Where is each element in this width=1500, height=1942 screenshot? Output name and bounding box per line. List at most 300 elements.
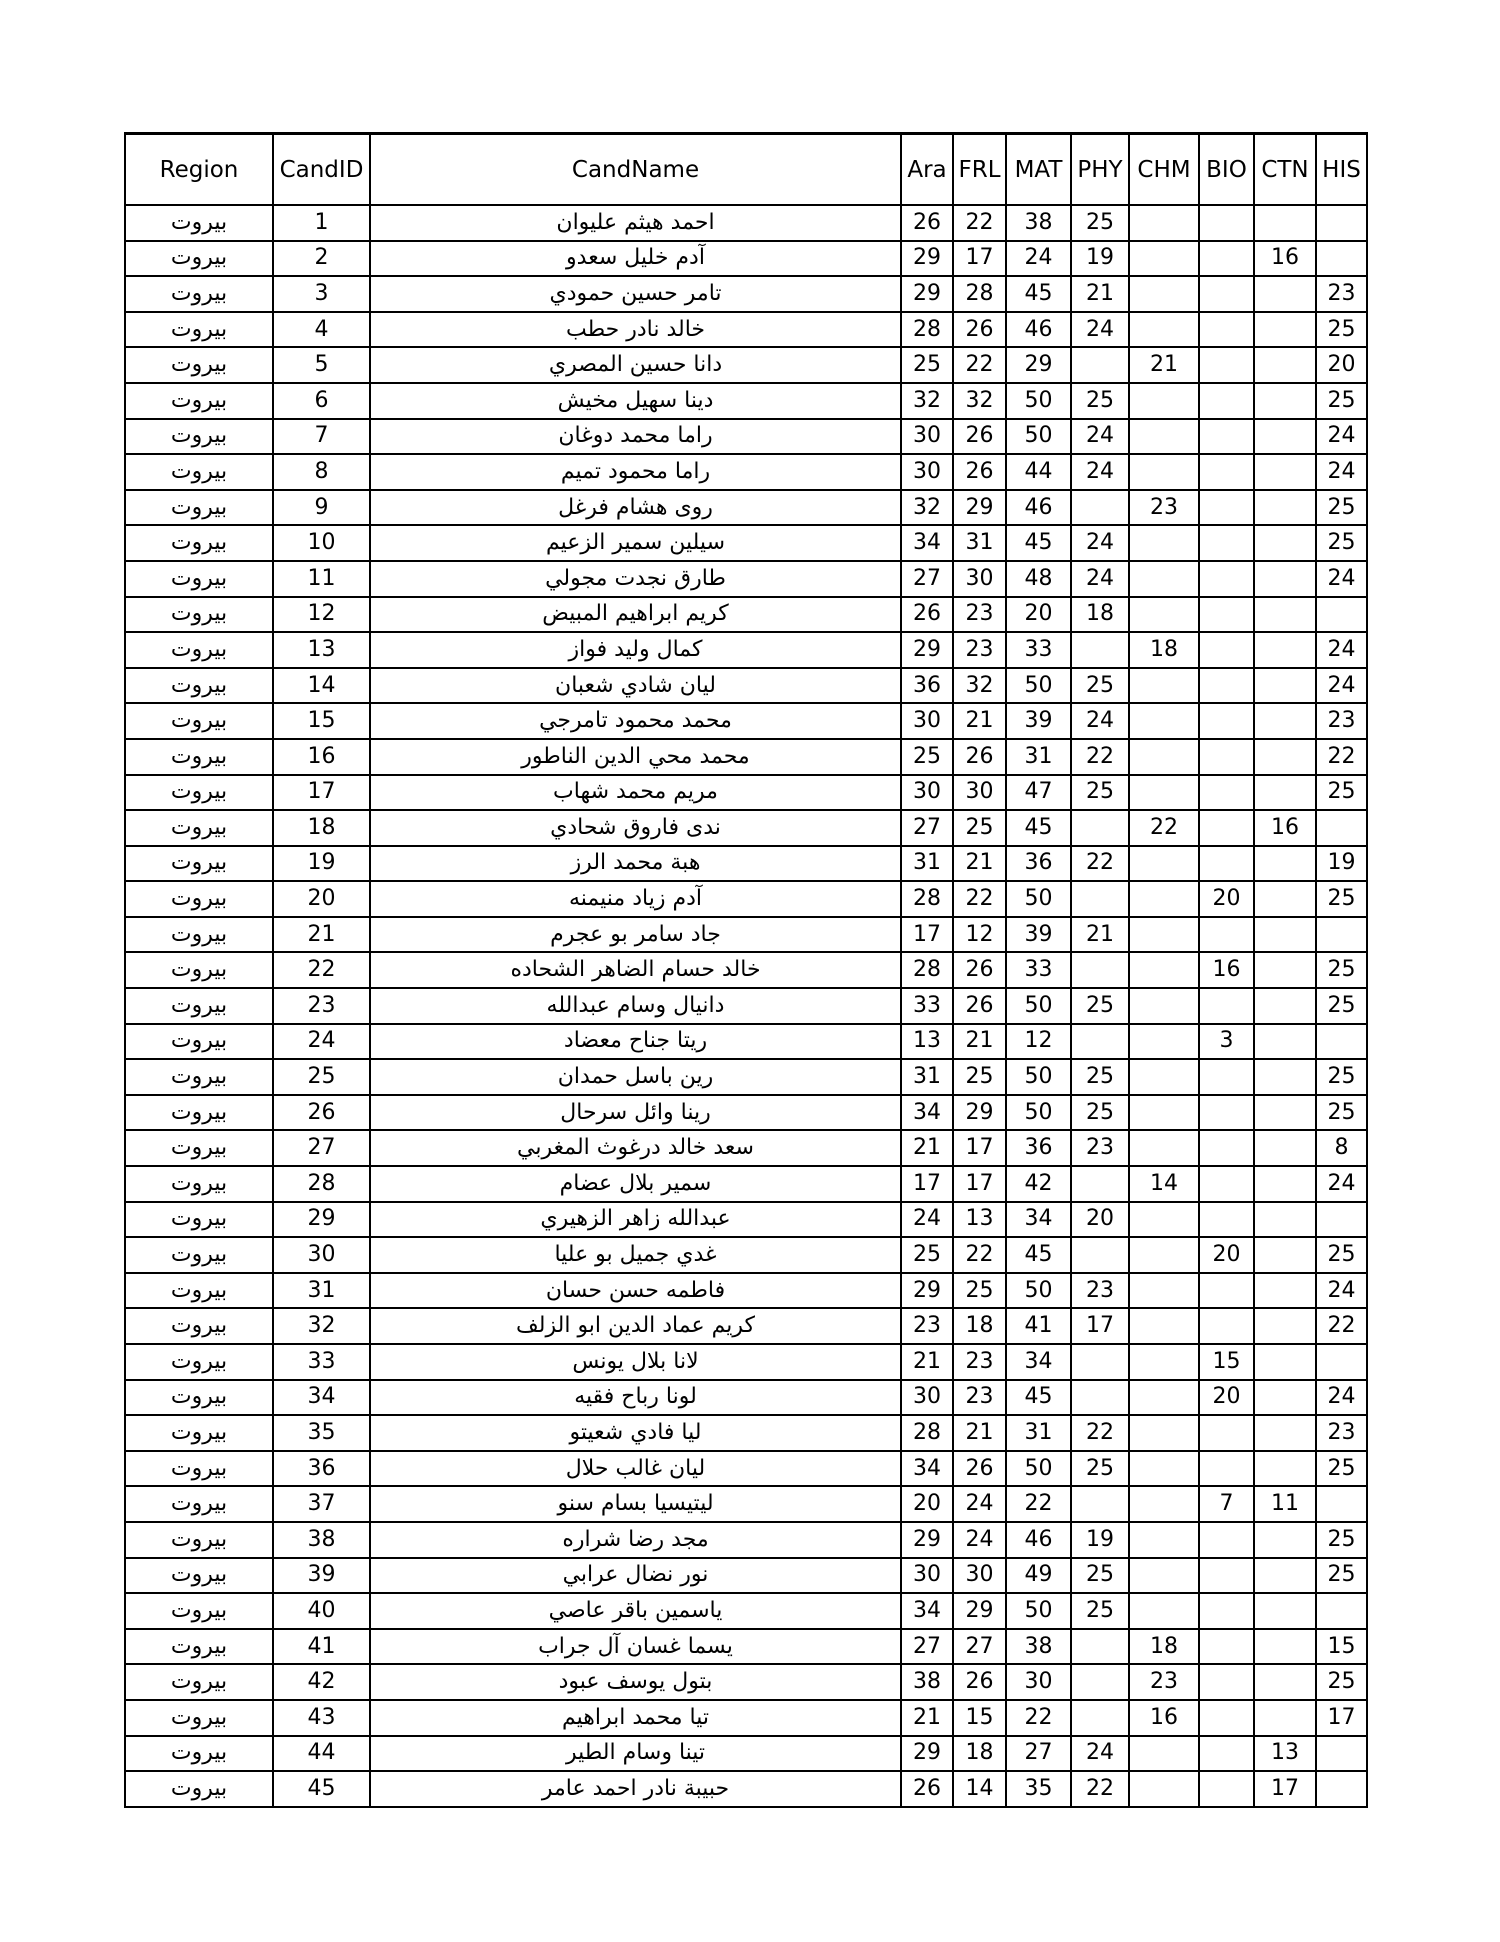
cell-mat: 12 bbox=[1006, 1024, 1071, 1060]
cell-candid: 14 bbox=[273, 668, 370, 704]
cell-mat: 49 bbox=[1006, 1558, 1071, 1594]
table-row bbox=[125, 668, 1367, 704]
cell-ctn bbox=[1254, 1415, 1316, 1451]
cell-his: 25 bbox=[1316, 1095, 1367, 1131]
cell-ctn bbox=[1254, 490, 1316, 526]
cell-phy bbox=[1071, 632, 1129, 668]
cell-candname: راما محمود تميم bbox=[370, 454, 901, 490]
cell-mat: 39 bbox=[1006, 703, 1071, 739]
table-row bbox=[125, 383, 1367, 419]
cell-region: بيروت bbox=[125, 703, 273, 739]
cell-candid: 5 bbox=[273, 347, 370, 383]
cell-candname: يسما غسان آل جراب bbox=[370, 1629, 901, 1665]
cell-chm bbox=[1129, 1308, 1199, 1344]
table-row bbox=[125, 1522, 1367, 1558]
cell-phy: 22 bbox=[1071, 846, 1129, 882]
cell-phy: 24 bbox=[1071, 525, 1129, 561]
cell-ara: 33 bbox=[901, 988, 953, 1024]
table-row bbox=[125, 276, 1367, 312]
cell-ara: 30 bbox=[901, 454, 953, 490]
cell-his: 24 bbox=[1316, 668, 1367, 704]
cell-his: 22 bbox=[1316, 1308, 1367, 1344]
cell-candid: 45 bbox=[273, 1771, 370, 1807]
results-table bbox=[124, 132, 1368, 1808]
cell-chm bbox=[1129, 1771, 1199, 1807]
cell-chm bbox=[1129, 1130, 1199, 1166]
cell-region: بيروت bbox=[125, 1593, 273, 1629]
table-body bbox=[125, 205, 1367, 1807]
table-row bbox=[125, 775, 1367, 811]
cell-candid: 10 bbox=[273, 525, 370, 561]
cell-region: بيروت bbox=[125, 276, 273, 312]
cell-frl: 22 bbox=[953, 1237, 1006, 1273]
cell-mat: 46 bbox=[1006, 490, 1071, 526]
cell-candid: 2 bbox=[273, 241, 370, 277]
cell-ara: 26 bbox=[901, 597, 953, 633]
cell-region: بيروت bbox=[125, 454, 273, 490]
cell-region: بيروت bbox=[125, 1558, 273, 1594]
cell-ara: 26 bbox=[901, 205, 953, 241]
cell-candid: 19 bbox=[273, 846, 370, 882]
cell-his: 25 bbox=[1316, 881, 1367, 917]
cell-bio bbox=[1199, 276, 1254, 312]
cell-frl: 18 bbox=[953, 1308, 1006, 1344]
cell-phy: 22 bbox=[1071, 1415, 1129, 1451]
cell-chm: 14 bbox=[1129, 1166, 1199, 1202]
table-row bbox=[125, 312, 1367, 348]
cell-ara: 21 bbox=[901, 1130, 953, 1166]
cell-ctn bbox=[1254, 1237, 1316, 1273]
cell-ctn bbox=[1254, 668, 1316, 704]
cell-candid: 36 bbox=[273, 1451, 370, 1487]
cell-mat: 47 bbox=[1006, 775, 1071, 811]
table-row bbox=[125, 917, 1367, 953]
cell-candname: محمد محي الدين الناطور bbox=[370, 739, 901, 775]
cell-ctn bbox=[1254, 1664, 1316, 1700]
cell-region: بيروت bbox=[125, 1202, 273, 1238]
cell-ara: 29 bbox=[901, 1522, 953, 1558]
cell-mat: 39 bbox=[1006, 917, 1071, 953]
cell-frl: 17 bbox=[953, 1130, 1006, 1166]
cell-ara: 29 bbox=[901, 276, 953, 312]
cell-candid: 16 bbox=[273, 739, 370, 775]
cell-ctn bbox=[1254, 1308, 1316, 1344]
cell-bio bbox=[1199, 1522, 1254, 1558]
cell-his bbox=[1316, 1593, 1367, 1629]
cell-frl: 26 bbox=[953, 1451, 1006, 1487]
cell-ara: 13 bbox=[901, 1024, 953, 1060]
cell-ctn: 11 bbox=[1254, 1486, 1316, 1522]
cell-bio bbox=[1199, 988, 1254, 1024]
cell-ctn bbox=[1254, 775, 1316, 811]
cell-region: بيروت bbox=[125, 490, 273, 526]
cell-his: 25 bbox=[1316, 1237, 1367, 1273]
cell-region: بيروت bbox=[125, 1451, 273, 1487]
cell-ara: 34 bbox=[901, 1095, 953, 1131]
cell-bio bbox=[1199, 1166, 1254, 1202]
cell-candname: احمد هيثم عليوان bbox=[370, 205, 901, 241]
cell-frl: 26 bbox=[953, 1664, 1006, 1700]
cell-his: 15 bbox=[1316, 1629, 1367, 1665]
cell-bio bbox=[1199, 1273, 1254, 1309]
cell-chm bbox=[1129, 241, 1199, 277]
cell-chm bbox=[1129, 775, 1199, 811]
cell-candid: 11 bbox=[273, 561, 370, 597]
cell-phy: 25 bbox=[1071, 775, 1129, 811]
cell-mat: 41 bbox=[1006, 1308, 1071, 1344]
cell-mat: 36 bbox=[1006, 846, 1071, 882]
cell-frl: 23 bbox=[953, 1344, 1006, 1380]
cell-bio bbox=[1199, 775, 1254, 811]
cell-phy: 20 bbox=[1071, 1202, 1129, 1238]
cell-frl: 25 bbox=[953, 1059, 1006, 1095]
cell-his: 25 bbox=[1316, 988, 1367, 1024]
table-row bbox=[125, 454, 1367, 490]
cell-ctn bbox=[1254, 561, 1316, 597]
cell-phy: 23 bbox=[1071, 1273, 1129, 1309]
cell-chm: 21 bbox=[1129, 347, 1199, 383]
cell-candid: 40 bbox=[273, 1593, 370, 1629]
table-row bbox=[125, 1024, 1367, 1060]
cell-mat: 50 bbox=[1006, 1451, 1071, 1487]
cell-ctn bbox=[1254, 952, 1316, 988]
cell-phy: 19 bbox=[1071, 1522, 1129, 1558]
cell-region: بيروت bbox=[125, 525, 273, 561]
cell-his bbox=[1316, 241, 1367, 277]
cell-candid: 13 bbox=[273, 632, 370, 668]
cell-ara: 31 bbox=[901, 846, 953, 882]
cell-ara: 30 bbox=[901, 419, 953, 455]
cell-his: 17 bbox=[1316, 1700, 1367, 1736]
cell-frl: 31 bbox=[953, 525, 1006, 561]
cell-region: بيروت bbox=[125, 1664, 273, 1700]
cell-frl: 26 bbox=[953, 454, 1006, 490]
cell-bio bbox=[1199, 205, 1254, 241]
cell-frl: 12 bbox=[953, 917, 1006, 953]
cell-frl: 22 bbox=[953, 881, 1006, 917]
cell-ara: 34 bbox=[901, 1451, 953, 1487]
cell-candid: 39 bbox=[273, 1558, 370, 1594]
cell-region: بيروت bbox=[125, 632, 273, 668]
cell-candid: 27 bbox=[273, 1130, 370, 1166]
cell-mat: 22 bbox=[1006, 1486, 1071, 1522]
cell-ara: 34 bbox=[901, 1593, 953, 1629]
cell-ctn bbox=[1254, 632, 1316, 668]
table-row bbox=[125, 1415, 1367, 1451]
column-header-candid: CandID bbox=[273, 134, 370, 206]
cell-candid: 6 bbox=[273, 383, 370, 419]
cell-region: بيروت bbox=[125, 1166, 273, 1202]
table-row bbox=[125, 561, 1367, 597]
cell-region: بيروت bbox=[125, 312, 273, 348]
cell-candid: 9 bbox=[273, 490, 370, 526]
cell-ctn bbox=[1254, 1130, 1316, 1166]
cell-bio bbox=[1199, 241, 1254, 277]
cell-mat: 48 bbox=[1006, 561, 1071, 597]
cell-mat: 31 bbox=[1006, 739, 1071, 775]
cell-region: بيروت bbox=[125, 1237, 273, 1273]
cell-frl: 29 bbox=[953, 1095, 1006, 1131]
cell-ara: 17 bbox=[901, 1166, 953, 1202]
table-row bbox=[125, 1486, 1367, 1522]
cell-candname: ندى فاروق شحادي bbox=[370, 810, 901, 846]
cell-his: 25 bbox=[1316, 775, 1367, 811]
cell-chm bbox=[1129, 1415, 1199, 1451]
cell-frl: 17 bbox=[953, 1166, 1006, 1202]
cell-chm: 22 bbox=[1129, 810, 1199, 846]
cell-candid: 12 bbox=[273, 597, 370, 633]
table-row bbox=[125, 347, 1367, 383]
cell-candid: 37 bbox=[273, 1486, 370, 1522]
cell-ara: 25 bbox=[901, 739, 953, 775]
cell-mat: 30 bbox=[1006, 1664, 1071, 1700]
cell-frl: 23 bbox=[953, 597, 1006, 633]
cell-mat: 44 bbox=[1006, 454, 1071, 490]
cell-region: بيروت bbox=[125, 668, 273, 704]
column-header-chm: CHM bbox=[1129, 134, 1199, 206]
table-row bbox=[125, 1273, 1367, 1309]
cell-phy: 24 bbox=[1071, 1736, 1129, 1772]
cell-his bbox=[1316, 1771, 1367, 1807]
cell-mat: 46 bbox=[1006, 312, 1071, 348]
cell-his: 25 bbox=[1316, 1059, 1367, 1095]
cell-region: بيروت bbox=[125, 1700, 273, 1736]
table-row bbox=[125, 1130, 1367, 1166]
cell-chm bbox=[1129, 1059, 1199, 1095]
cell-phy: 25 bbox=[1071, 1558, 1129, 1594]
cell-ara: 30 bbox=[901, 775, 953, 811]
cell-frl: 26 bbox=[953, 952, 1006, 988]
cell-his: 23 bbox=[1316, 276, 1367, 312]
cell-ctn: 13 bbox=[1254, 1736, 1316, 1772]
cell-bio bbox=[1199, 703, 1254, 739]
cell-region: بيروت bbox=[125, 952, 273, 988]
cell-mat: 45 bbox=[1006, 1380, 1071, 1416]
cell-frl: 25 bbox=[953, 810, 1006, 846]
cell-region: بيروت bbox=[125, 1380, 273, 1416]
cell-bio bbox=[1199, 561, 1254, 597]
table-row bbox=[125, 1095, 1367, 1131]
cell-chm bbox=[1129, 703, 1199, 739]
cell-region: بيروت bbox=[125, 1024, 273, 1060]
cell-his: 19 bbox=[1316, 846, 1367, 882]
cell-candname: روى هشام فرغل bbox=[370, 490, 901, 526]
cell-candname: لونا رباح فقيه bbox=[370, 1380, 901, 1416]
column-header-bio: BIO bbox=[1199, 134, 1254, 206]
cell-his: 24 bbox=[1316, 454, 1367, 490]
cell-his: 25 bbox=[1316, 1522, 1367, 1558]
cell-frl: 17 bbox=[953, 241, 1006, 277]
cell-chm bbox=[1129, 1344, 1199, 1380]
cell-chm bbox=[1129, 881, 1199, 917]
cell-mat: 46 bbox=[1006, 1522, 1071, 1558]
table-row bbox=[125, 205, 1367, 241]
cell-chm bbox=[1129, 668, 1199, 704]
cell-bio bbox=[1199, 739, 1254, 775]
table-row bbox=[125, 241, 1367, 277]
column-header-his: HIS bbox=[1316, 134, 1367, 206]
cell-ara: 29 bbox=[901, 1273, 953, 1309]
cell-ara: 30 bbox=[901, 1558, 953, 1594]
cell-candname: ليتيسيا بسام سنو bbox=[370, 1486, 901, 1522]
cell-his bbox=[1316, 1024, 1367, 1060]
cell-candname: تينا وسام الطير bbox=[370, 1736, 901, 1772]
cell-chm bbox=[1129, 1202, 1199, 1238]
cell-candid: 41 bbox=[273, 1629, 370, 1665]
cell-bio bbox=[1199, 1095, 1254, 1131]
cell-mat: 35 bbox=[1006, 1771, 1071, 1807]
cell-candid: 24 bbox=[273, 1024, 370, 1060]
cell-chm bbox=[1129, 1736, 1199, 1772]
cell-mat: 38 bbox=[1006, 205, 1071, 241]
cell-frl: 30 bbox=[953, 561, 1006, 597]
cell-chm bbox=[1129, 276, 1199, 312]
cell-candname: دانيال وسام عبدالله bbox=[370, 988, 901, 1024]
cell-candid: 1 bbox=[273, 205, 370, 241]
header-row bbox=[125, 134, 1367, 206]
cell-ara: 29 bbox=[901, 632, 953, 668]
cell-ctn bbox=[1254, 1700, 1316, 1736]
cell-candname: خالد حسام الضاهر الشحاده bbox=[370, 952, 901, 988]
cell-phy: 24 bbox=[1071, 419, 1129, 455]
cell-frl: 26 bbox=[953, 419, 1006, 455]
cell-his: 24 bbox=[1316, 1273, 1367, 1309]
cell-chm bbox=[1129, 1095, 1199, 1131]
cell-candname: غدي جميل بو عليا bbox=[370, 1237, 901, 1273]
cell-candname: طارق نجدت مجولي bbox=[370, 561, 901, 597]
cell-mat: 50 bbox=[1006, 1059, 1071, 1095]
cell-phy bbox=[1071, 1700, 1129, 1736]
cell-his bbox=[1316, 1202, 1367, 1238]
cell-ara: 29 bbox=[901, 241, 953, 277]
cell-frl: 30 bbox=[953, 1558, 1006, 1594]
cell-chm bbox=[1129, 312, 1199, 348]
cell-phy: 25 bbox=[1071, 383, 1129, 419]
cell-bio bbox=[1199, 668, 1254, 704]
cell-region: بيروت bbox=[125, 561, 273, 597]
cell-bio: 20 bbox=[1199, 881, 1254, 917]
cell-his: 24 bbox=[1316, 561, 1367, 597]
cell-bio: 7 bbox=[1199, 1486, 1254, 1522]
cell-mat: 45 bbox=[1006, 276, 1071, 312]
cell-region: بيروت bbox=[125, 1130, 273, 1166]
cell-chm: 18 bbox=[1129, 1629, 1199, 1665]
cell-ctn bbox=[1254, 1629, 1316, 1665]
cell-ara: 28 bbox=[901, 312, 953, 348]
cell-phy: 24 bbox=[1071, 312, 1129, 348]
table-row bbox=[125, 810, 1367, 846]
cell-candid: 17 bbox=[273, 775, 370, 811]
cell-phy bbox=[1071, 1237, 1129, 1273]
cell-his: 25 bbox=[1316, 1451, 1367, 1487]
cell-frl: 21 bbox=[953, 1415, 1006, 1451]
cell-region: بيروت bbox=[125, 1095, 273, 1131]
cell-ara: 30 bbox=[901, 703, 953, 739]
cell-frl: 27 bbox=[953, 1629, 1006, 1665]
cell-candid: 8 bbox=[273, 454, 370, 490]
cell-mat: 45 bbox=[1006, 525, 1071, 561]
cell-mat: 50 bbox=[1006, 1593, 1071, 1629]
cell-region: بيروت bbox=[125, 1771, 273, 1807]
cell-ara: 21 bbox=[901, 1344, 953, 1380]
cell-candname: كمال وليد فواز bbox=[370, 632, 901, 668]
cell-bio bbox=[1199, 490, 1254, 526]
cell-candname: جاد سامر بو عجرم bbox=[370, 917, 901, 953]
cell-ctn: 16 bbox=[1254, 241, 1316, 277]
cell-bio bbox=[1199, 917, 1254, 953]
cell-candid: 15 bbox=[273, 703, 370, 739]
cell-ara: 20 bbox=[901, 1486, 953, 1522]
cell-bio bbox=[1199, 1558, 1254, 1594]
cell-mat: 45 bbox=[1006, 810, 1071, 846]
cell-mat: 34 bbox=[1006, 1202, 1071, 1238]
cell-candname: مريم محمد شهاب bbox=[370, 775, 901, 811]
cell-mat: 22 bbox=[1006, 1700, 1071, 1736]
cell-candname: هبة محمد الرز bbox=[370, 846, 901, 882]
cell-phy bbox=[1071, 1166, 1129, 1202]
table-row bbox=[125, 1166, 1367, 1202]
cell-candname: دينا سهيل مخيش bbox=[370, 383, 901, 419]
cell-his bbox=[1316, 1486, 1367, 1522]
cell-phy bbox=[1071, 1380, 1129, 1416]
cell-his: 24 bbox=[1316, 1380, 1367, 1416]
cell-phy bbox=[1071, 1664, 1129, 1700]
cell-region: بيروت bbox=[125, 1059, 273, 1095]
cell-candid: 4 bbox=[273, 312, 370, 348]
cell-phy bbox=[1071, 952, 1129, 988]
table-row bbox=[125, 1629, 1367, 1665]
cell-phy bbox=[1071, 1024, 1129, 1060]
table-row bbox=[125, 1308, 1367, 1344]
cell-candid: 34 bbox=[273, 1380, 370, 1416]
cell-candname: ليان شادي شعبان bbox=[370, 668, 901, 704]
cell-bio bbox=[1199, 1451, 1254, 1487]
cell-ara: 26 bbox=[901, 1771, 953, 1807]
cell-region: بيروت bbox=[125, 810, 273, 846]
cell-mat: 29 bbox=[1006, 347, 1071, 383]
cell-ara: 28 bbox=[901, 881, 953, 917]
cell-his: 22 bbox=[1316, 739, 1367, 775]
cell-ctn bbox=[1254, 276, 1316, 312]
cell-frl: 32 bbox=[953, 383, 1006, 419]
cell-candname: رينا وائل سرحال bbox=[370, 1095, 901, 1131]
table-row bbox=[125, 1558, 1367, 1594]
cell-ara: 31 bbox=[901, 1059, 953, 1095]
cell-bio bbox=[1199, 810, 1254, 846]
cell-chm bbox=[1129, 1486, 1199, 1522]
cell-chm bbox=[1129, 454, 1199, 490]
cell-region: بيروت bbox=[125, 917, 273, 953]
cell-ara: 38 bbox=[901, 1664, 953, 1700]
cell-region: بيروت bbox=[125, 1415, 273, 1451]
cell-his bbox=[1316, 917, 1367, 953]
cell-phy: 25 bbox=[1071, 1059, 1129, 1095]
cell-bio bbox=[1199, 1202, 1254, 1238]
cell-region: بيروت bbox=[125, 1629, 273, 1665]
cell-candname: خالد نادر حطب bbox=[370, 312, 901, 348]
cell-bio bbox=[1199, 383, 1254, 419]
column-header-ara: Ara bbox=[901, 134, 953, 206]
cell-ctn bbox=[1254, 205, 1316, 241]
cell-phy: 25 bbox=[1071, 988, 1129, 1024]
table-row bbox=[125, 1700, 1367, 1736]
cell-candname: عبدالله زاهر الزهيري bbox=[370, 1202, 901, 1238]
cell-his: 24 bbox=[1316, 419, 1367, 455]
cell-his: 25 bbox=[1316, 1664, 1367, 1700]
cell-ctn bbox=[1254, 1593, 1316, 1629]
cell-candid: 18 bbox=[273, 810, 370, 846]
cell-region: بيروت bbox=[125, 739, 273, 775]
